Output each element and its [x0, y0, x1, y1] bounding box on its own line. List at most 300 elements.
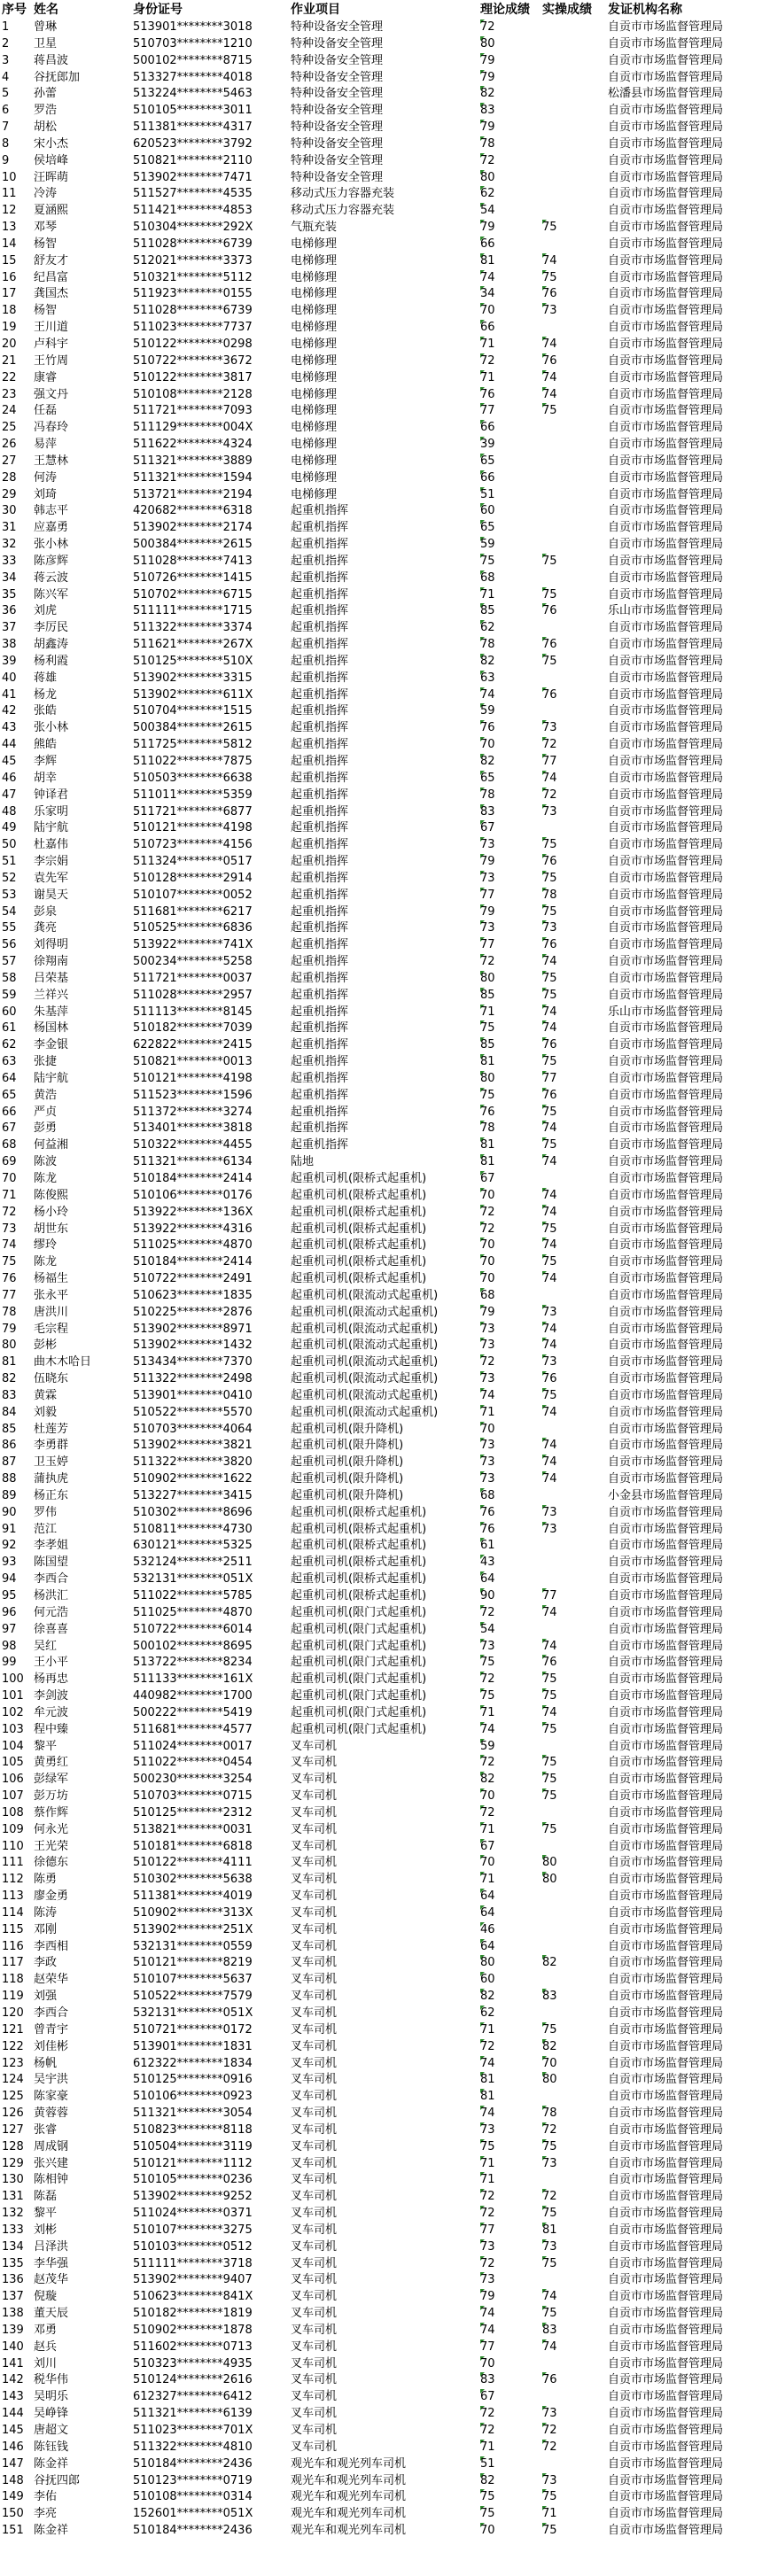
table-row — [0, 370, 770, 386]
cell-id-number: 510182********1819 — [133, 2307, 253, 2321]
cell-operation-item: 起重机指挥 — [291, 755, 349, 768]
cell-practical-score — [542, 620, 606, 636]
cell-theory-score: 82 — [480, 1773, 495, 1787]
cell-seq: 72 — [2, 1205, 17, 1219]
cell-id-number: 532131********051X — [133, 1572, 253, 1587]
cell-theory-score: 79 — [480, 53, 495, 67]
cell-operation-item: 叉车司机 — [291, 1773, 338, 1787]
cell-operation-item: 观光车和观光列车司机 — [291, 2456, 407, 2471]
cell-theory-score: 70 — [480, 1856, 495, 1870]
cell-issuing-authority: 自贡市市场监督管理局 — [608, 1789, 724, 1803]
cell-operation-item: 叉车司机 — [291, 1922, 338, 1936]
cell-issuing-authority: 自贡市市场监督管理局 — [608, 136, 724, 151]
cell-practical-score: 75 — [542, 1689, 557, 1703]
cell-id-number: 510122********3817 — [133, 370, 253, 384]
cell-id-number: 510902********313X — [133, 1905, 253, 1920]
cell-id-number: 511111********3718 — [133, 2256, 253, 2270]
cell-operation-item: 叉车司机 — [291, 2239, 338, 2254]
table-row — [0, 503, 770, 519]
cell-id-number: 510821********0013 — [133, 1055, 253, 1069]
cell-issuing-authority: 自贡市市场监督管理局 — [608, 1605, 724, 1619]
cell-seq: 31 — [2, 521, 17, 535]
cell-practical-score: 75 — [542, 2207, 557, 2220]
cell-seq: 79 — [2, 1322, 17, 1336]
cell-practical-score: 74 — [542, 1155, 557, 1169]
cell-practical-score: 72 — [542, 2424, 557, 2437]
cell-operation-item: 起重机指挥 — [291, 955, 349, 968]
cell-theory-score: 68 — [480, 1288, 495, 1302]
cell-id-number: 511381********4317 — [133, 120, 253, 134]
cell-seq: 94 — [2, 1572, 17, 1587]
cell-operation-item: 叉车司机 — [291, 1939, 338, 1953]
table-row — [0, 403, 770, 419]
cell-theory-score: 78 — [480, 1121, 495, 1136]
cell-practical-score — [542, 1422, 606, 1438]
cell-issuing-authority: 自贡市市场监督管理局 — [608, 1422, 724, 1436]
cell-practical-score: 83 — [542, 1990, 557, 2004]
cell-seq: 36 — [2, 604, 17, 618]
cell-practical-score: 74 — [542, 2339, 557, 2354]
cell-name: 李金银 — [34, 1038, 69, 1052]
cell-name: 李辉 — [34, 755, 58, 768]
cell-practical-score: 80 — [542, 1873, 557, 1887]
table-row — [0, 1739, 770, 1755]
cell-practical-score: 74 — [542, 1605, 557, 1619]
cell-name: 彭绿军 — [34, 1773, 69, 1787]
cell-id-number: 510703********1210 — [133, 36, 253, 50]
cell-operation-item: 起重机司机(限流动式起重机) — [291, 1322, 439, 1336]
cell-name: 卢科宇 — [34, 338, 69, 351]
table-row — [0, 2423, 770, 2439]
cell-theory-score: 73 — [480, 1372, 495, 1385]
cell-id-number: 511011********5359 — [133, 788, 253, 802]
cell-seq: 105 — [2, 1756, 24, 1770]
table-row — [0, 1672, 770, 1688]
cell-issuing-authority: 自贡市市场监督管理局 — [608, 454, 724, 468]
cell-id-number: 511681********6217 — [133, 904, 253, 919]
cell-issuing-authority: 自贡市市场监督管理局 — [608, 1873, 724, 1887]
cell-operation-item: 电梯修理 — [291, 404, 338, 418]
cell-name: 朱基萍 — [34, 1005, 69, 1019]
cell-id-number: 510105********0236 — [133, 2173, 253, 2187]
cell-operation-item: 起重机司机(限桥式起重机) — [291, 1505, 427, 1519]
cell-id-number: 510703********4064 — [133, 1422, 253, 1436]
cell-id-number: 510184********2436 — [133, 2524, 253, 2537]
cell-id-number: 510181********6818 — [133, 1839, 253, 1853]
cell-name: 范江 — [34, 1522, 58, 1536]
cell-id-number: 500384********2615 — [133, 538, 253, 551]
cell-practical-score — [542, 1288, 606, 1304]
table-row — [0, 1722, 770, 1738]
table-row — [0, 1422, 770, 1438]
cell-theory-score: 70 — [480, 1272, 495, 1285]
cell-seq: 70 — [2, 1172, 17, 1185]
cell-operation-item: 起重机指挥 — [291, 1071, 349, 1085]
cell-seq: 109 — [2, 1822, 24, 1836]
table-row — [0, 2440, 770, 2456]
cell-name: 曲木木哈日 — [34, 1355, 92, 1369]
cell-id-number: 510107********5637 — [133, 1973, 253, 1987]
cell-operation-item: 起重机司机(限升降机) — [291, 1455, 404, 1470]
cell-name: 胡鑫涛 — [34, 638, 69, 652]
cell-issuing-authority: 自贡市市场监督管理局 — [608, 1305, 724, 1319]
cell-name: 邓琴 — [34, 221, 58, 235]
table-row — [0, 2239, 770, 2255]
cell-theory-score: 78 — [480, 788, 495, 802]
cell-id-number: 510121********8219 — [133, 1956, 253, 1970]
cell-theory-score: 72 — [480, 2424, 495, 2437]
cell-seq: 108 — [2, 1805, 24, 1819]
cell-name: 张兴建 — [34, 2156, 69, 2170]
cell-theory-score: 71 — [480, 1705, 495, 1719]
table-row — [0, 1171, 770, 1187]
cell-name: 任磊 — [34, 404, 58, 418]
table-row — [0, 2189, 770, 2205]
cell-issuing-authority: 自贡市市场监督管理局 — [608, 1038, 724, 1052]
cell-id-number: 510122********0298 — [133, 338, 253, 351]
table-row — [0, 720, 770, 736]
cell-theory-score: 81 — [480, 1138, 495, 1152]
cell-seq: 127 — [2, 2122, 24, 2137]
cell-seq: 92 — [2, 1539, 17, 1553]
table-row — [0, 1322, 770, 1338]
cell-issuing-authority: 自贡市市场监督管理局 — [608, 304, 724, 318]
cell-theory-score: 72 — [480, 1805, 495, 1819]
cell-name: 陈相钟 — [34, 2173, 69, 2187]
cell-seq: 49 — [2, 821, 17, 835]
cell-seq: 95 — [2, 1589, 17, 1602]
cell-issuing-authority: 自贡市市场监督管理局 — [608, 1973, 724, 1987]
cell-practical-score: 75 — [542, 838, 557, 852]
cell-operation-item: 叉车司机 — [291, 2156, 338, 2170]
cell-issuing-authority: 自贡市市场监督管理局 — [608, 1138, 724, 1152]
cell-practical-score: 83 — [542, 2323, 557, 2337]
cell-seq: 67 — [2, 1121, 17, 1136]
cell-name: 吴峥锋 — [34, 2407, 69, 2421]
table-row — [0, 2256, 770, 2272]
cell-theory-score: 82 — [480, 654, 495, 668]
cell-seq: 10 — [2, 170, 17, 184]
cell-operation-item: 起重机指挥 — [291, 988, 349, 1002]
cell-practical-score — [542, 520, 606, 536]
cell-id-number: 513401********3818 — [133, 1121, 253, 1136]
cell-id-number: 532131********0559 — [133, 1939, 253, 1953]
cell-operation-item: 起重机指挥 — [291, 521, 349, 535]
cell-seq: 34 — [2, 570, 17, 585]
cell-theory-score: 77 — [480, 2223, 495, 2237]
cell-name: 王慧林 — [34, 454, 69, 468]
cell-name: 蒋昌波 — [34, 53, 69, 67]
cell-id-number: 612327********6412 — [133, 2390, 253, 2404]
cell-issuing-authority: 自贡市市场监督管理局 — [608, 170, 724, 184]
cell-name: 缪玲 — [34, 1238, 58, 1253]
cell-theory-score: 71 — [480, 2440, 495, 2454]
cell-name: 何永光 — [34, 1822, 69, 1836]
cell-issuing-authority: 自贡市市场监督管理局 — [608, 1205, 724, 1219]
table-row — [0, 1805, 770, 1821]
cell-practical-score: 74 — [542, 1455, 557, 1470]
cell-name: 钟译君 — [34, 788, 69, 802]
cell-id-number: 420682********6318 — [133, 504, 253, 518]
cell-operation-item: 特种设备安全管理 — [291, 120, 384, 134]
cell-practical-score: 76 — [542, 687, 557, 702]
cell-seq: 55 — [2, 921, 17, 935]
cell-operation-item: 电梯修理 — [291, 487, 338, 501]
cell-practical-score — [542, 1571, 606, 1587]
cell-theory-score: 51 — [480, 2456, 495, 2471]
cell-seq: 150 — [2, 2507, 24, 2521]
table-row — [0, 1305, 770, 1321]
table-row — [0, 1488, 770, 1504]
cell-operation-item: 起重机司机(限门式起重机) — [291, 1639, 427, 1653]
cell-operation-item: 起重机指挥 — [291, 1005, 349, 1019]
cell-name: 彭勇 — [34, 1121, 58, 1136]
table-row — [0, 888, 770, 904]
cell-practical-score: 72 — [542, 2122, 557, 2137]
cell-seq: 54 — [2, 904, 17, 919]
cell-id-number: 510704********1515 — [133, 704, 253, 718]
cell-seq: 83 — [2, 1388, 17, 1402]
cell-issuing-authority: 自贡市市场监督管理局 — [608, 1773, 724, 1787]
cell-name: 刘毅 — [34, 1405, 58, 1419]
cell-theory-score: 76 — [480, 721, 495, 735]
table-row — [0, 1054, 770, 1070]
cell-id-number: 513721********2194 — [133, 487, 253, 501]
cell-issuing-authority: 自贡市市场监督管理局 — [608, 270, 724, 284]
cell-practical-score: 74 — [542, 1205, 557, 1219]
cell-name: 徐德东 — [34, 1856, 69, 1870]
table-row — [0, 654, 770, 670]
cell-practical-score: 75 — [542, 2524, 557, 2537]
cell-issuing-authority: 自贡市市场监督管理局 — [608, 2190, 724, 2204]
cell-theory-score: 67 — [480, 1172, 495, 1185]
cell-practical-score: 74 — [542, 338, 557, 351]
cell-name: 吕荣基 — [34, 971, 69, 985]
cell-seq: 120 — [2, 2006, 24, 2020]
cell-id-number: 510106********0176 — [133, 1188, 253, 1202]
cell-seq: 41 — [2, 687, 17, 702]
cell-practical-score — [542, 237, 606, 252]
table-row — [0, 203, 770, 219]
cell-id-number: 513901********3018 — [133, 20, 253, 34]
cell-issuing-authority: 自贡市市场监督管理局 — [608, 1905, 724, 1920]
cell-operation-item: 移动式压力容器充装 — [291, 204, 395, 218]
cell-issuing-authority: 自贡市市场监督管理局 — [608, 1338, 724, 1353]
cell-theory-score: 59 — [480, 704, 495, 718]
table-row — [0, 186, 770, 202]
cell-seq: 45 — [2, 755, 17, 768]
cell-name: 韩志平 — [34, 504, 69, 518]
cell-practical-score: 71 — [542, 2507, 557, 2521]
cell-seq: 137 — [2, 2290, 24, 2304]
cell-seq: 118 — [2, 1973, 24, 1987]
cell-seq: 90 — [2, 1505, 17, 1519]
cell-theory-score: 76 — [480, 1522, 495, 1536]
cell-seq: 14 — [2, 237, 17, 251]
table-row — [0, 1939, 770, 1955]
cell-operation-item: 叉车司机 — [291, 2373, 338, 2387]
cell-practical-score: 78 — [542, 888, 557, 902]
cell-operation-item: 起重机司机(限升降机) — [291, 1472, 404, 1486]
cell-issuing-authority: 自贡市市场监督管理局 — [608, 1639, 724, 1653]
cell-issuing-authority: 松潘县市场监督管理局 — [608, 87, 724, 101]
cell-issuing-authority: 自贡市市场监督管理局 — [608, 2273, 724, 2287]
cell-practical-score: 74 — [542, 955, 557, 968]
cell-operation-item: 起重机司机(限桥式起重机) — [291, 1188, 427, 1202]
table-row — [0, 1538, 770, 1554]
cell-seq: 15 — [2, 253, 17, 268]
cell-seq: 19 — [2, 321, 17, 335]
cell-operation-item: 起重机司机(限流动式起重机) — [291, 1338, 439, 1353]
cell-issuing-authority: 自贡市市场监督管理局 — [608, 521, 724, 535]
cell-id-number: 511322********2498 — [133, 1372, 253, 1385]
cell-id-number: 500384********2615 — [133, 721, 253, 735]
cell-id-number: 511681********4577 — [133, 1722, 253, 1736]
cell-practical-score: 81 — [542, 2223, 557, 2237]
cell-operation-item: 起重机指挥 — [291, 704, 349, 718]
table-row — [0, 320, 770, 336]
cell-operation-item: 叉车司机 — [291, 2073, 338, 2087]
table-row — [0, 1455, 770, 1470]
table-row — [0, 1020, 770, 1036]
cell-practical-score — [542, 136, 606, 152]
cell-theory-score: 72 — [480, 2039, 495, 2053]
cell-id-number: 510128********2914 — [133, 871, 253, 885]
table-row — [0, 1605, 770, 1621]
cell-seq: 73 — [2, 1222, 17, 1236]
table-row — [0, 237, 770, 252]
cell-operation-item: 叉车司机 — [291, 2307, 338, 2321]
cell-id-number: 510302********8696 — [133, 1505, 253, 1519]
cell-practical-score: 76 — [542, 2373, 557, 2387]
table-row — [0, 1922, 770, 1938]
cell-issuing-authority: 自贡市市场监督管理局 — [608, 1238, 724, 1253]
cell-name: 彭彬 — [34, 1338, 58, 1353]
cell-issuing-authority: 自贡市市场监督管理局 — [608, 1556, 724, 1570]
cell-operation-item: 叉车司机 — [291, 1956, 338, 1970]
cell-seq: 100 — [2, 1672, 24, 1687]
cell-id-number: 513902********251X — [133, 1922, 253, 1936]
cell-operation-item: 叉车司机 — [291, 2356, 338, 2370]
cell-theory-score: 79 — [480, 904, 495, 919]
cell-seq: 124 — [2, 2073, 24, 2087]
cell-issuing-authority: 自贡市市场监督管理局 — [608, 721, 724, 735]
table-row — [0, 1705, 770, 1721]
cell-name: 陆宇航 — [34, 1071, 69, 1085]
cell-theory-score: 63 — [480, 671, 495, 685]
cell-name: 刘得明 — [34, 938, 69, 952]
cell-issuing-authority: 自贡市市场监督管理局 — [608, 1656, 724, 1670]
table-row — [0, 920, 770, 936]
cell-id-number: 620523********3792 — [133, 136, 253, 151]
cell-operation-item: 起重机指挥 — [291, 721, 349, 735]
cell-issuing-authority: 自贡市市场监督管理局 — [608, 2507, 724, 2521]
cell-theory-score: 71 — [480, 1822, 495, 1836]
cell-issuing-authority: 自贡市市场监督管理局 — [608, 2339, 724, 2354]
cell-name: 陈国望 — [34, 1556, 69, 1570]
table-row — [0, 53, 770, 69]
cell-issuing-authority: 自贡市市场监督管理局 — [608, 2122, 724, 2137]
cell-seq: 51 — [2, 855, 17, 868]
cell-seq: 84 — [2, 1405, 17, 1419]
cell-operation-item: 起重机司机(限流动式起重机) — [291, 1288, 439, 1302]
cell-id-number: 510322********4455 — [133, 1138, 253, 1152]
cell-theory-score: 72 — [480, 2407, 495, 2421]
cell-theory-score: 71 — [480, 338, 495, 351]
cell-operation-item: 起重机司机(限升降机) — [291, 1422, 404, 1436]
cell-seq: 116 — [2, 1939, 24, 1953]
cell-seq: 1 — [2, 20, 10, 34]
cell-name: 罗伟 — [34, 1505, 58, 1519]
cell-name: 赵兵 — [34, 2339, 58, 2354]
cell-theory-score: 81 — [480, 2073, 495, 2087]
cell-seq: 20 — [2, 338, 17, 351]
cell-practical-score — [542, 420, 606, 436]
cell-name: 龚亮 — [34, 921, 58, 935]
cell-issuing-authority: 自贡市市场监督管理局 — [608, 1222, 724, 1236]
cell-issuing-authority: 自贡市市场监督管理局 — [608, 1956, 724, 1970]
cell-name: 黄浩 — [34, 1088, 58, 1102]
cell-issuing-authority: 自贡市市场监督管理局 — [608, 755, 724, 768]
table-row — [0, 1238, 770, 1253]
cell-issuing-authority: 自贡市市场监督管理局 — [608, 988, 724, 1002]
table-row — [0, 988, 770, 1004]
cell-name: 赵荣华 — [34, 1973, 69, 1987]
table-row — [0, 2306, 770, 2322]
cell-name: 杨智 — [34, 304, 58, 318]
cell-issuing-authority: 自贡市市场监督管理局 — [608, 871, 724, 885]
cell-practical-score — [542, 2356, 606, 2372]
cell-practical-score: 76 — [542, 855, 557, 868]
cell-seq: 119 — [2, 1990, 24, 2004]
cell-seq: 132 — [2, 2207, 24, 2220]
cell-id-number: 513902********9407 — [133, 2273, 253, 2287]
header-id-number: 身份证号 — [133, 3, 183, 17]
cell-practical-score: 73 — [542, 2407, 557, 2421]
cell-seq: 60 — [2, 1005, 17, 1019]
cell-seq: 57 — [2, 955, 17, 968]
table-row — [0, 1005, 770, 1020]
cell-operation-item: 起重机指挥 — [291, 788, 349, 802]
cell-theory-score: 66 — [480, 237, 495, 251]
table-row — [0, 36, 770, 52]
cell-id-number: 500222********5419 — [133, 1705, 253, 1719]
cell-operation-item: 起重机司机(限门式起重机) — [291, 1672, 427, 1687]
cell-id-number: 513434********7370 — [133, 1355, 253, 1369]
cell-operation-item: 起重机指挥 — [291, 921, 349, 935]
cell-name: 易萍 — [34, 438, 58, 451]
cell-practical-score: 74 — [542, 1639, 557, 1653]
cell-id-number: 510108********0314 — [133, 2490, 253, 2504]
cell-theory-score: 70 — [480, 1255, 495, 1269]
cell-practical-score: 75 — [542, 1138, 557, 1152]
cell-operation-item: 叉车司机 — [291, 1839, 338, 1853]
cell-theory-score: 71 — [480, 2156, 495, 2170]
cell-practical-score — [542, 2172, 606, 2188]
cell-id-number: 513224********5463 — [133, 87, 253, 101]
cell-id-number: 513902********1432 — [133, 1338, 253, 1353]
header-name: 姓名 — [34, 3, 58, 17]
cell-id-number: 513902********611X — [133, 687, 253, 702]
cell-operation-item: 起重机指挥 — [291, 888, 349, 902]
cell-name: 彭万坊 — [34, 1789, 69, 1803]
cell-theory-score: 54 — [480, 204, 495, 218]
cell-theory-score: 71 — [480, 2173, 495, 2187]
cell-issuing-authority: 自贡市市场监督管理局 — [608, 421, 724, 435]
cell-practical-score — [542, 1972, 606, 1988]
table-row — [0, 1271, 770, 1287]
cell-practical-score: 73 — [542, 2239, 557, 2254]
